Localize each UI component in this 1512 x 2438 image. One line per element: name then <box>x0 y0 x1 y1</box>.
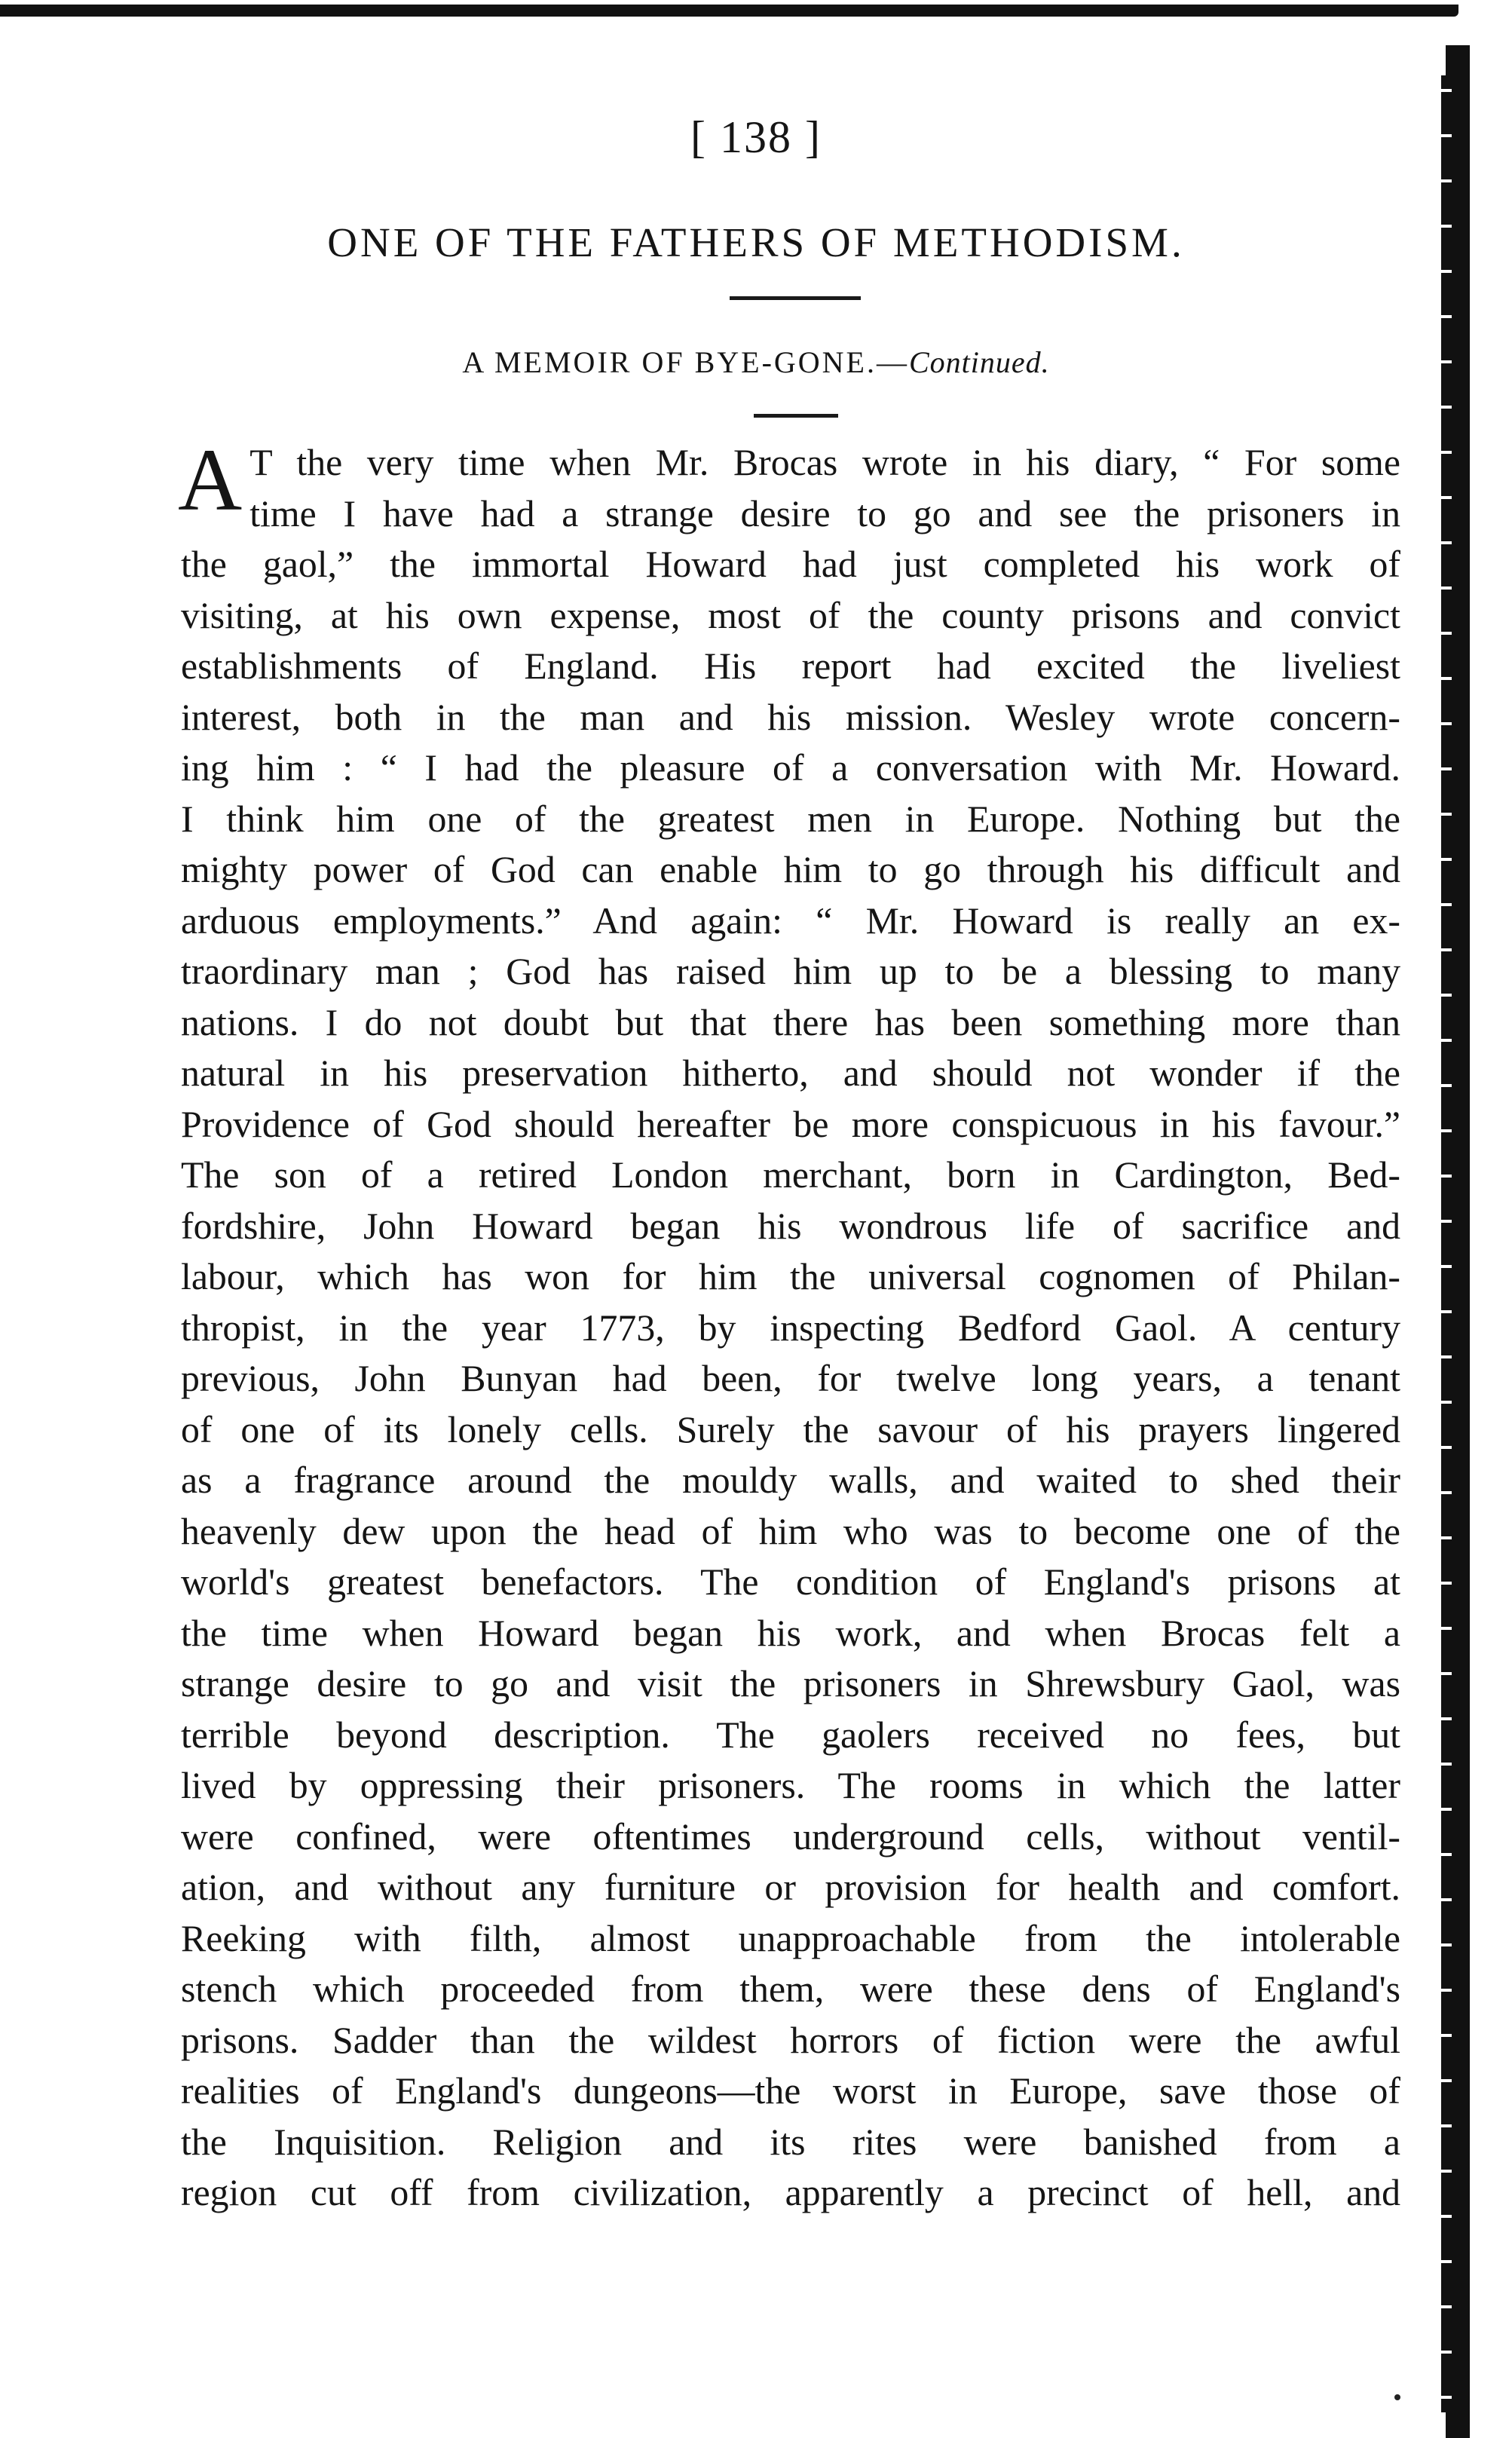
article-line: prisons. Sadder than the wildest horrors of fiction were the awful <box>181 2019 1400 2061</box>
article-line: world's greatest benefactors. The condition of England's prisons at <box>181 1561 1400 1603</box>
article-line: of one of its lonely cells. Surely the savour of his prayers lingered <box>181 1408 1400 1450</box>
article-body <box>178 430 1400 2219</box>
article-line: time I have had a strange desire to go and see the prisoners in <box>249 492 1400 534</box>
article-line: the gaol,” the immortal Howard had just completed his work of <box>181 544 1400 585</box>
article-line: I think him one of the greatest men in Europe. Nothing but the <box>181 798 1400 840</box>
article-line: terrible beyond description. The gaolers received no fees, but <box>181 1714 1400 1756</box>
article-line: labour, which has won for him the universal cognomen of Philan- <box>181 1256 1400 1297</box>
article-line: arduous employments.” And again: “ Mr. Howard is really an ex- <box>181 899 1400 942</box>
article-line: mighty power of God can enable him to go through his difficult and <box>181 849 1400 890</box>
article-line: natural in his preservation hitherto, and should not wonder if the <box>181 1052 1400 1094</box>
article-line: thropist, in the year 1773, by inspecting Bedford Gaol. A century <box>181 1306 1400 1349</box>
article-line: establishments of England. His report had excited the liveliest <box>181 645 1400 687</box>
article-line: previous, John Bunyan had been, for twelve long years, a tenant <box>181 1358 1400 1399</box>
page-edge-shadow <box>1441 75 1452 2412</box>
drop-cap: A <box>178 430 243 529</box>
article-line: T the very time when Mr. Brocas wrote in his diary, “ For some <box>249 442 1400 483</box>
subtitle-caps: A MEMOIR OF BYE-GONE.— <box>462 345 909 379</box>
article-line: heavenly dew upon the head of him who was to become one of the <box>181 1510 1400 1552</box>
article-line: the Inquisition. Religion and its rites were banished from a <box>181 2121 1400 2163</box>
subtitle <box>0 345 1512 380</box>
article-line: fordshire, John Howard began his wondrous life of sacrifice and <box>181 1205 1400 1247</box>
article-line: Providence of God should hereafter be more conspicuous in his favour.” <box>181 1103 1400 1145</box>
page-top-border <box>0 5 1458 17</box>
article-line: ing him : “ I had the pleasure of a conversation with Mr. Howard. <box>181 747 1400 789</box>
article-line: stench which proceeded from them, were these dens of England's <box>181 1968 1400 2010</box>
article-line: visiting, at his own expense, most of the county prisons and convict <box>181 594 1400 636</box>
article-line: The son of a retired London merchant, born in Cardington, Bed- <box>181 1154 1400 1196</box>
page-number: [ 138 ] <box>690 112 822 162</box>
article-line: interest, both in the man and his mission. Wesley wrote concern- <box>181 696 1400 738</box>
article-line: ation, and without any furniture or provision for health and comfort. <box>181 1867 1400 1908</box>
page-speck <box>1394 2394 1400 2400</box>
article-line: realities of England's dungeons—the worst in Europe, save those of <box>181 2070 1400 2112</box>
subtitle-divider <box>754 414 838 418</box>
page-title: ONE OF THE FATHERS OF METHODISM. <box>327 219 1185 265</box>
article-line: as a fragrance around the mouldy walls, and waited to shed their <box>181 1459 1400 1501</box>
article-line: nations. I do not doubt but that there has been something more than <box>181 1001 1400 1043</box>
article-line: Reeking with filth, almost unapproachable from the intolerable <box>181 1917 1400 1959</box>
article-line: lived by oppressing their prisoners. The rooms in which the latter <box>181 1765 1400 1806</box>
article-line: traordinary man ; God has raised him up to be a blessing to many <box>181 951 1400 992</box>
article-line: were confined, were oftentimes underground cells, without ventil- <box>181 1815 1400 1858</box>
article-line: strange desire to go and visit the prisoners in Shrewsbury Gaol, was <box>181 1663 1400 1704</box>
title-divider <box>730 296 861 300</box>
subtitle-continued: Continued. <box>909 345 1050 379</box>
article-line: region cut off from civilization, apparently a precinct of hell, and <box>181 2172 1400 2213</box>
article-line: the time when Howard began his work, and when Brocas felt a <box>181 1612 1400 1654</box>
